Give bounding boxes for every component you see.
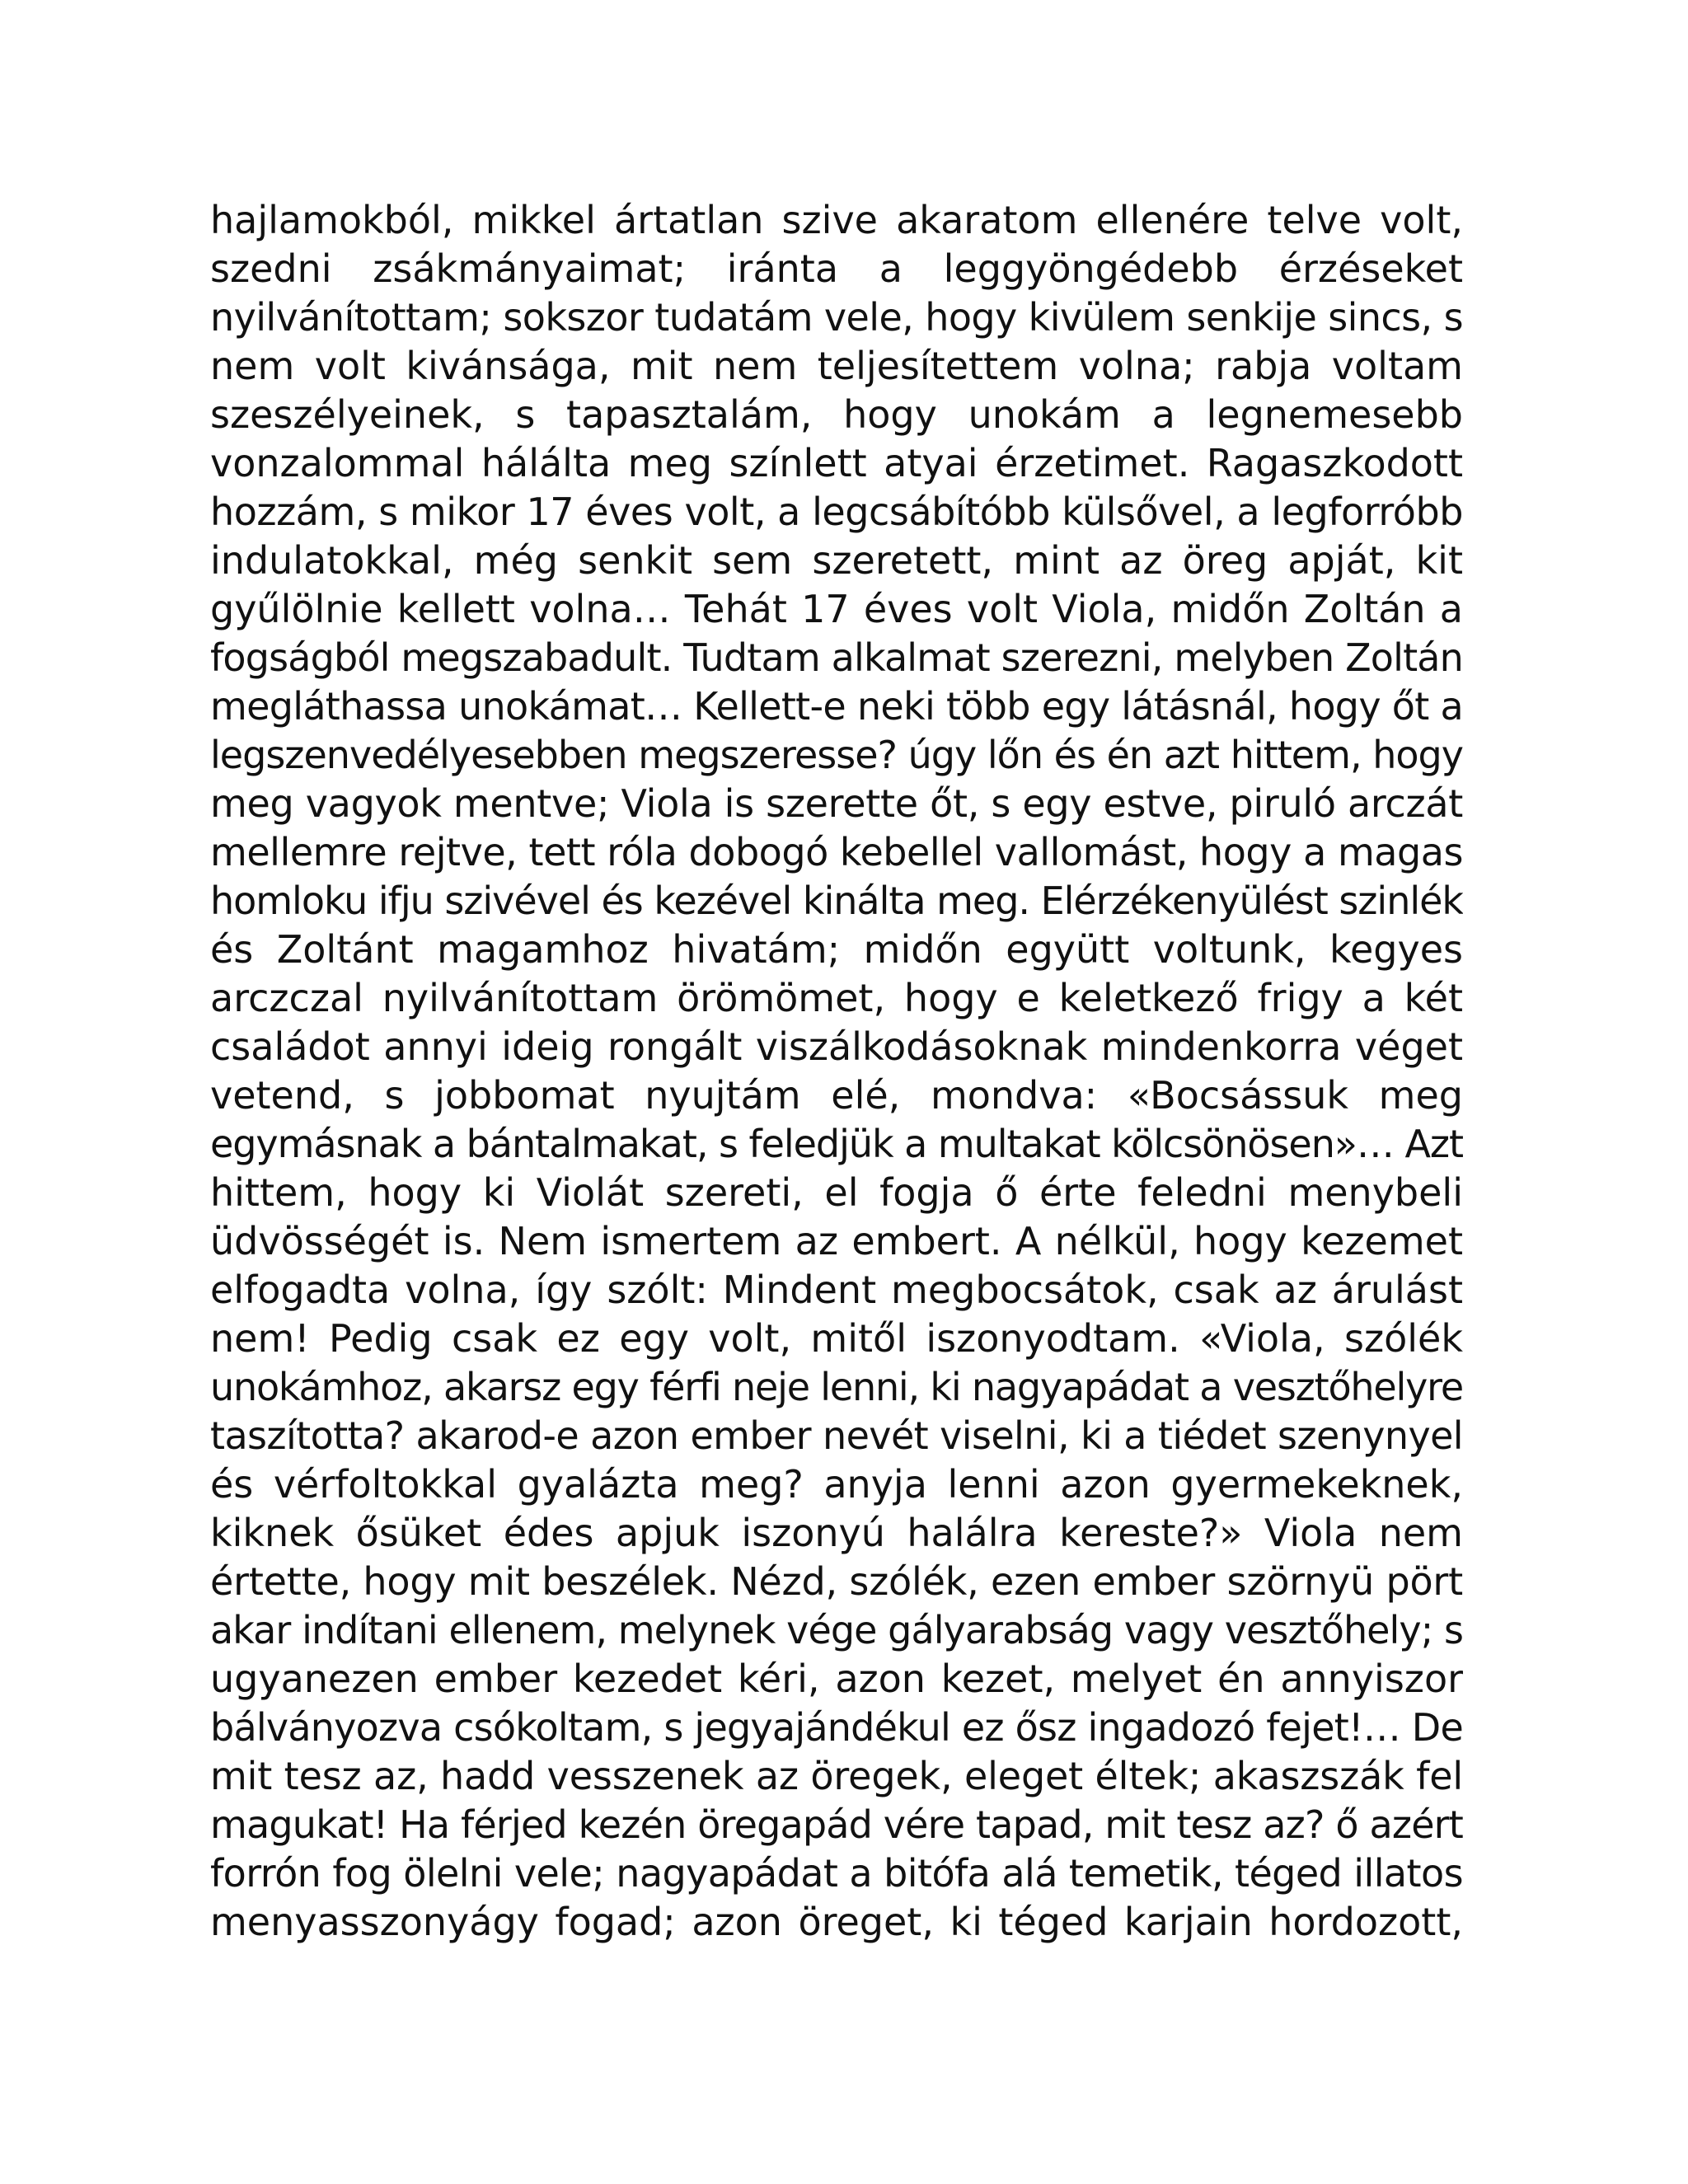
text-line: magukat! Ha férjed kezén öregapád vére tapad, mit tesz az? ő azért <box>210 1802 1463 1847</box>
text-line: szedni zsákmányaimat; iránta a leggyöngédebb érzéseket <box>210 246 1463 291</box>
text-line: legszenvedélyesebben megszeresse? úgy lőn és én azt hittem, hogy <box>210 733 1463 777</box>
text-line: értette, hogy mit beszélek. Nézd, szólék, ezen ember szörnyü pört <box>210 1559 1463 1604</box>
text-line: hozzám, s mikor 17 éves volt, a legcsábítóbb külsővel, a legforróbb <box>210 490 1463 534</box>
text-line: szeszélyeinek, s tapasztalám, hogy unokám a legnemesebb <box>210 392 1463 437</box>
text-line: hajlamokból, mikkel ártatlan szive akaratom ellenére telve volt, <box>210 198 1463 242</box>
text-line: akar indítani ellenem, melynek vége gályarabság vagy vesztőhely; s <box>210 1608 1463 1652</box>
text-line: üdvösségét is. Nem ismertem az embert. A nélkül, hogy kezemet <box>210 1219 1463 1263</box>
text-line: indulatokkal, még senkit sem szeretett, mint az öreg apját, kit <box>210 538 1463 583</box>
text-line: mellemre rejtve, tett róla dobogó kebellel vallomást, hogy a magas <box>210 830 1463 874</box>
text-line: arczczal nyilvánítottam örömömet, hogy e keletkező frigy a két <box>210 976 1463 1020</box>
text-line: bálványozva csókoltam, s jegyajándékul ez ősz ingadozó fejet!… De <box>210 1705 1463 1750</box>
text-line: taszította? akarod-e azon ember nevét viselni, ki a tiédet szenynyel <box>210 1413 1463 1458</box>
text-line: nem! Pedig csak ez egy volt, mitől iszonyodtam. «Viola, szólék <box>210 1316 1463 1361</box>
text-line: kiknek ősüket édes apjuk iszonyú halálra kereste?» Viola nem <box>210 1511 1463 1555</box>
text-line: megláthassa unokámat… Kellett-e neki több egy látásnál, hogy őt a <box>210 684 1463 729</box>
text-line: gyűlölnie kellett volna… Tehát 17 éves volt Viola, midőn Zoltán a <box>210 587 1463 631</box>
text-line: nyilvánítottam; sokszor tudatám vele, hogy kivülem senkije sincs, s <box>210 295 1463 340</box>
text-line: vonzalommal hálálta meg színlett atyai érzetimet. Ragaszkodott <box>210 441 1463 485</box>
text-line: fogságból megszabadult. Tudtam alkalmat szerezni, melyben Zoltán <box>210 635 1463 680</box>
text-line: nem volt kivánsága, mit nem teljesítettem volna; rabja voltam <box>210 344 1463 388</box>
text-line: forrón fog ölelni vele; nagyapádat a bitófa alá temetik, téged illatos <box>210 1851 1463 1896</box>
text-line: vetend, s jobbomat nyujtám elé, mondva: «Bocsássuk meg <box>210 1073 1463 1118</box>
text-line: egymásnak a bántalmakat, s feledjük a multakat kölcsönösen»… Azt <box>210 1122 1463 1166</box>
text-line: elfogadta volna, így szólt: Mindent megbocsátok, csak az árulást <box>210 1268 1463 1312</box>
text-line: ugyanezen ember kezedet kéri, azon kezet, melyet én annyiszor <box>210 1657 1463 1701</box>
body-text <box>210 196 1463 1947</box>
text-line: hittem, hogy ki Violát szereti, el fogja ő érte feledni menybeli <box>210 1170 1463 1215</box>
text-line: homloku ifju szivével és kezével kinálta meg. Elérzékenyülést szinlék <box>210 879 1463 923</box>
text-line: családot annyi ideig rongált viszálkodásoknak mindenkorra véget <box>210 1024 1463 1069</box>
text-line: meg vagyok mentve; Viola is szerette őt, s egy estve, piruló arczát <box>210 781 1463 826</box>
text-line: menyasszonyágy fogad; azon öreget, ki téged karjain hordozott, <box>210 1900 1463 1944</box>
text-line: és vérfoltokkal gyalázta meg? anyja lenni azon gyermekeknek, <box>210 1462 1463 1507</box>
text-line: mit tesz az, hadd vesszenek az öregek, eleget éltek; akaszszák fel <box>210 1754 1463 1798</box>
text-line: és Zoltánt magamhoz hivatám; midőn együtt voltunk, kegyes <box>210 927 1463 972</box>
text-line: unokámhoz, akarsz egy férfi neje lenni, ki nagyapádat a vesztőhelyre <box>210 1365 1463 1409</box>
